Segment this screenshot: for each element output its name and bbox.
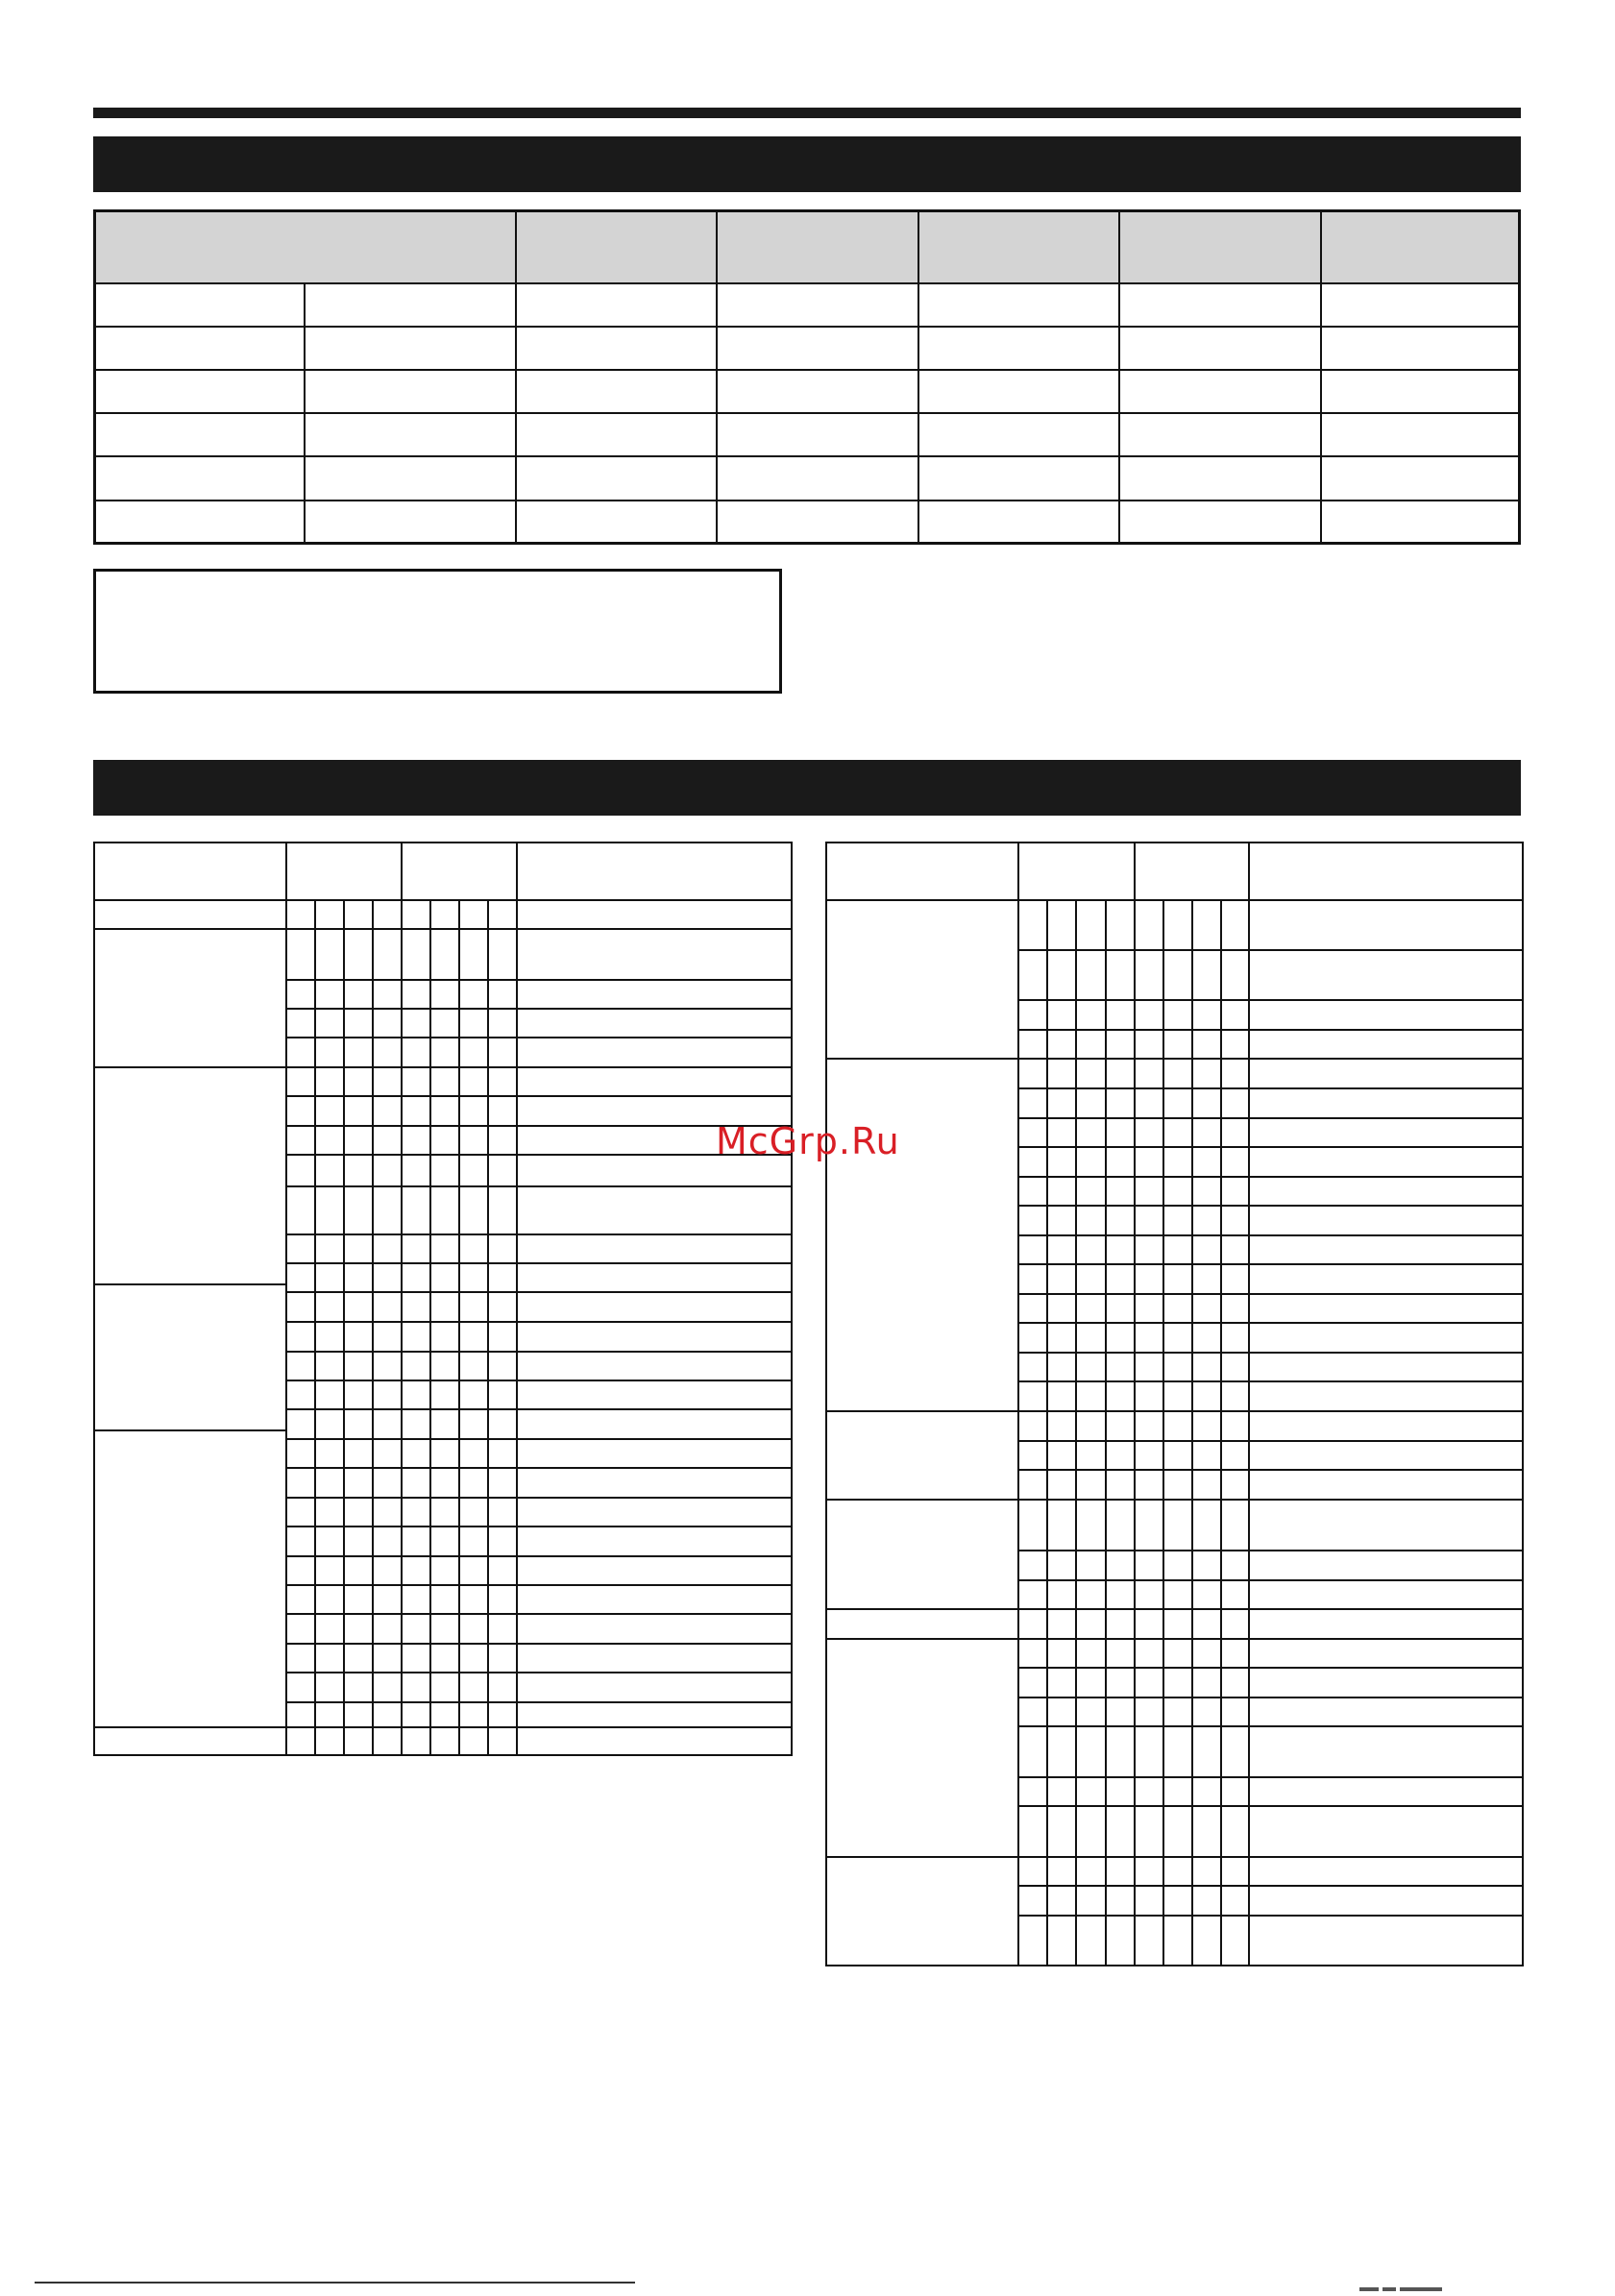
matrix-row-line xyxy=(1017,1469,1524,1471)
matrix-row-line xyxy=(285,1467,793,1469)
matrix-row-line xyxy=(1017,1697,1524,1698)
matrix-row-line xyxy=(1017,1885,1524,1887)
spec-col-line xyxy=(515,209,517,545)
matrix-row-line xyxy=(1017,1805,1524,1807)
matrix-row-line xyxy=(1017,1146,1524,1148)
spec-col-line xyxy=(1118,209,1120,545)
matrix-col-line xyxy=(1017,842,1019,1966)
section-header-bar-2 xyxy=(93,760,1521,816)
matrix-row-line xyxy=(1017,1322,1524,1324)
matrix-row-line xyxy=(285,1555,793,1557)
matrix-row-line xyxy=(1017,1263,1524,1265)
matrix-row-line xyxy=(285,928,793,930)
matrix-row-line xyxy=(1017,1087,1524,1089)
matrix-subcol-line xyxy=(487,899,489,1756)
matrix-group-line xyxy=(825,1638,1017,1640)
matrix-group-line xyxy=(825,1608,1017,1610)
footer-mark xyxy=(1359,2279,1446,2284)
watermark: McGrp.Ru xyxy=(716,1120,900,1162)
matrix-row-line xyxy=(285,1095,793,1097)
matrix-row-line xyxy=(1017,1856,1524,1858)
matrix-row-line xyxy=(285,1672,793,1673)
matrix-row-line xyxy=(285,1726,793,1728)
matrix-row-line xyxy=(285,1321,793,1323)
matrix-col-line xyxy=(1134,842,1136,1966)
matrix-group-line xyxy=(93,1429,285,1431)
matrix-row-line xyxy=(1017,949,1524,951)
matrix-row-line xyxy=(285,1584,793,1586)
matrix-group-line xyxy=(825,1058,1017,1060)
matrix-subcol-line xyxy=(429,899,431,1756)
matrix-row-line xyxy=(285,1185,793,1187)
matrix-row-line xyxy=(1017,1915,1524,1917)
matrix-group-line xyxy=(93,1066,285,1068)
spec-row-line xyxy=(93,282,1521,284)
spec-row-line xyxy=(93,369,1521,371)
spec-table xyxy=(93,209,1521,545)
matrix-group-line xyxy=(93,1726,285,1728)
matrix-subcol-line xyxy=(372,899,374,1756)
matrix-row-line xyxy=(285,1701,793,1703)
matrix-header-line xyxy=(825,899,1524,901)
matrix-row-line xyxy=(1017,1638,1524,1640)
matrix-row-line xyxy=(285,1613,793,1615)
matrix-row-line xyxy=(285,1408,793,1410)
matrix-row-line xyxy=(1017,1410,1524,1412)
matrix-row-line xyxy=(1017,1579,1524,1581)
matrix-row-line xyxy=(1017,1725,1524,1727)
matrix-row-line xyxy=(285,1066,793,1068)
matrix-row-line xyxy=(285,1497,793,1499)
spec-col-line xyxy=(1320,209,1322,545)
matrix-row-line xyxy=(285,1233,793,1235)
spec-col-line xyxy=(918,209,919,545)
matrix-row-line xyxy=(1017,1499,1524,1501)
spec-row-line xyxy=(93,500,1521,501)
note-box xyxy=(93,569,782,694)
matrix-row-line xyxy=(1017,1667,1524,1669)
spec-col-line xyxy=(304,282,306,545)
spec-row-line xyxy=(93,326,1521,328)
matrix-row-line xyxy=(1017,1117,1524,1119)
matrix-row-line xyxy=(1017,1058,1524,1060)
matrix-row-line xyxy=(285,1291,793,1293)
matrix-group-line xyxy=(825,1410,1017,1412)
matrix-row-line xyxy=(1017,1205,1524,1207)
matrix-table-right xyxy=(825,842,1524,1966)
matrix-row-line xyxy=(1017,1293,1524,1295)
matrix-subcol-line xyxy=(458,899,460,1756)
matrix-row-line xyxy=(1017,1776,1524,1778)
matrix-row-line xyxy=(1017,1550,1524,1551)
matrix-subcol-line xyxy=(314,899,316,1756)
footer-rule xyxy=(35,2282,635,2284)
matrix-group-line xyxy=(93,928,285,930)
spec-col-line xyxy=(716,209,718,545)
matrix-row-line xyxy=(285,1380,793,1381)
matrix-group-line xyxy=(825,1499,1017,1501)
matrix-row-line xyxy=(285,1526,793,1527)
spec-row-line xyxy=(93,455,1521,457)
matrix-row-line xyxy=(1017,1029,1524,1031)
matrix-row-line xyxy=(1017,999,1524,1001)
matrix-group-line xyxy=(825,1856,1017,1858)
matrix-row-line xyxy=(285,1643,793,1645)
matrix-row-line xyxy=(1017,1440,1524,1442)
matrix-subcol-line xyxy=(343,899,345,1756)
matrix-row-line xyxy=(285,1351,793,1353)
matrix-row-line xyxy=(285,1037,793,1038)
spec-row-line xyxy=(93,412,1521,414)
matrix-col-line xyxy=(1248,842,1250,1966)
matrix-row-line xyxy=(285,1262,793,1264)
matrix-row-line xyxy=(285,1008,793,1010)
matrix-row-line xyxy=(285,979,793,981)
matrix-row-line xyxy=(1017,1234,1524,1236)
matrix-row-line xyxy=(285,1438,793,1440)
matrix-header-line xyxy=(93,899,793,901)
section-header-bar-1 xyxy=(93,136,1521,192)
matrix-row-line xyxy=(1017,1380,1524,1382)
matrix-row-line xyxy=(1017,1608,1524,1610)
matrix-group-line xyxy=(93,1283,285,1285)
top-rule xyxy=(93,108,1521,118)
matrix-row-line xyxy=(1017,1176,1524,1178)
matrix-row-line xyxy=(1017,1352,1524,1354)
